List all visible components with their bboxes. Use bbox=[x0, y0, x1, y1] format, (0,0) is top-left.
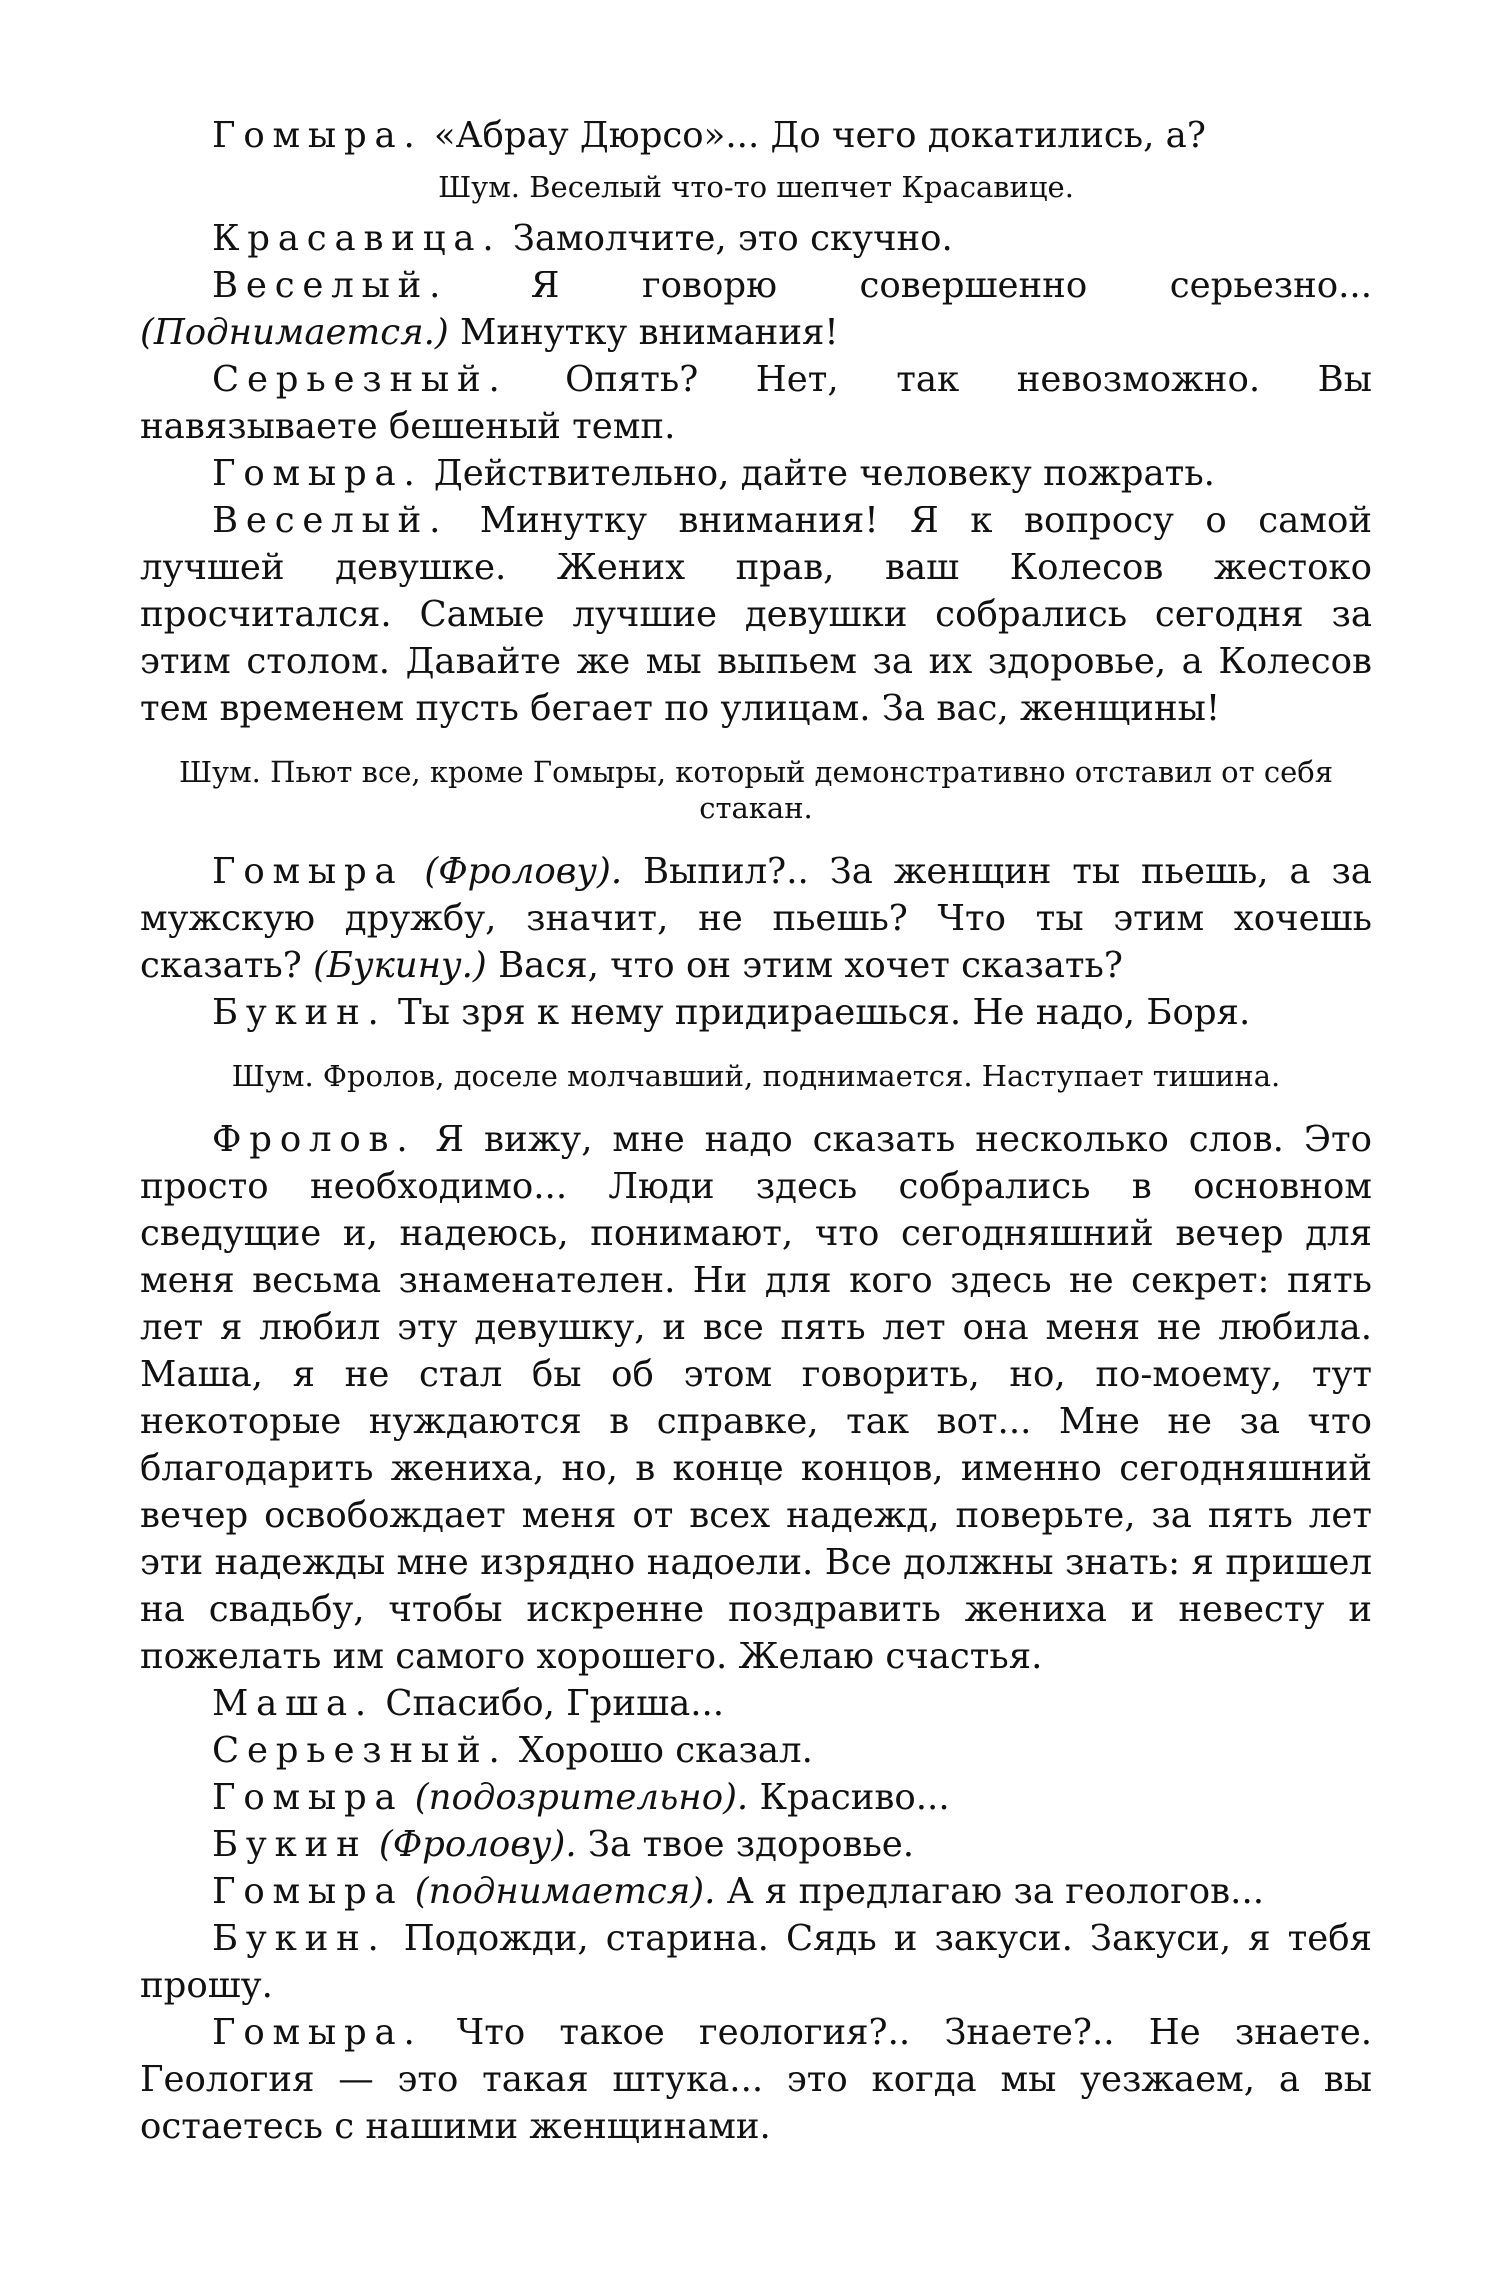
speaker-name: Веселый. bbox=[212, 500, 449, 541]
speaker-name: Маша. bbox=[212, 1683, 375, 1724]
speech-text: Красиво... bbox=[759, 1777, 950, 1818]
speaker-name: Гомыра bbox=[212, 1777, 404, 1818]
stage-direction-text: Шум. Веселый что-то шепчет Красавице. bbox=[438, 170, 1074, 204]
stage-remark: (Букину.) bbox=[313, 945, 487, 986]
dialogue-line bbox=[140, 450, 1372, 497]
speech-text: Выпил?.. За женщин ты пьешь, а за мужскую дружбу, значит, не пьешь? Что ты этим хочешь сказать? bbox=[140, 851, 1372, 986]
dialogue-line bbox=[140, 497, 1372, 732]
dialogue-line bbox=[140, 848, 1372, 989]
speech-text: Вася, что он этим хочет сказать? bbox=[498, 945, 1123, 986]
dialogue-line bbox=[140, 2009, 1372, 2150]
book-page bbox=[140, 112, 1372, 2150]
speaker-name: Гомыра. bbox=[212, 453, 423, 494]
speaker-name: Гомыра bbox=[212, 1871, 404, 1912]
stage-remark: (Фролову). bbox=[378, 1824, 577, 1865]
speaker-name: Красавица. bbox=[212, 218, 502, 259]
speech-text: Ты зря к нему придираешься. Не надо, Боря. bbox=[397, 992, 1251, 1033]
dialogue-line bbox=[140, 1915, 1372, 2009]
speaker-name: Гомыра bbox=[212, 851, 404, 892]
speaker-name: Серьезный. bbox=[212, 1730, 508, 1771]
speech-text: Минутку внимания! bbox=[460, 312, 839, 353]
speech-text: Что такое геология?.. Знаете?.. Не знаете. Геология — это такая штука... это когда мы уезжаем, а вы остаетесь с нашими женщинами. bbox=[140, 2012, 1372, 2147]
speech-text: Минутку внимания! Я к вопросу о самой лучшей девушке. Жених прав, ваш Колесов жестоко просчитался. Самые лучшие девушки собрались сегодня за этим столом. Давайте же мы выпьем за их здоровье, а Колесов тем временем пусть бегает по улицам. За вас, женщины! bbox=[140, 500, 1372, 729]
speech-text: Действительно, дайте человеку пожрать. bbox=[433, 453, 1215, 494]
speaker-name: Гомыра. bbox=[212, 2012, 423, 2053]
speaker-name: Букин. bbox=[212, 1918, 387, 1959]
speech-text: Замолчите, это скучно. bbox=[512, 218, 953, 259]
speech-text: За твое здоровье. bbox=[587, 1824, 915, 1865]
stage-remark: (Поднимается.) bbox=[140, 312, 449, 353]
stage-direction bbox=[140, 754, 1372, 826]
speaker-name: Серьезный. bbox=[212, 359, 508, 400]
stage-direction-text: Шум. Фролов, доселе молчавший, поднимается. Наступает тишина. bbox=[231, 1059, 1281, 1093]
dialogue-line bbox=[140, 1868, 1372, 1915]
speech-text: Хорошо сказал. bbox=[518, 1730, 813, 1771]
stage-remark: (Фролову). bbox=[424, 851, 623, 892]
speaker-name: Гомыра. bbox=[212, 115, 423, 156]
speech-text: Опять? Нет, так невозможно. Вы навязываете бешеный темп. bbox=[140, 359, 1372, 447]
stage-direction-text: Шум. Пьют все, кроме Гомыры, который демонстративно отставил от себя стакан. bbox=[178, 755, 1334, 825]
speech-text: «Абрау Дюрсо»... До чего докатились, а? bbox=[433, 115, 1206, 156]
speech-text: Я вижу, мне надо сказать несколько слов. Это просто необходимо... Люди здесь собрались в основном сведущие и, надеюсь, понимают, что сегодняшний вечер для меня весьма знаменателен. Ни для кого здесь не секрет: пять лет я любил эту девушку, и все пять лет она меня не любила. Маша, я не стал бы об этом говорить, но, по-моему, тут некоторые нуждаются в справке, так вот... Мне не за что благодарить жениха, но, в конце концов, именно сегодняшний вечер освобождает меня от всех надежд, поверьте, за пять лет эти надежды мне изрядно надоели. Все должны знать: я пришел на свадьбу, чтобы искренне поздравить жениха и невесту и пожелать им самого хорошего. Желаю счастья. bbox=[140, 1119, 1372, 1677]
dialogue-line bbox=[140, 1727, 1372, 1774]
speech-text: Я говорю совершенно серьезно... bbox=[530, 265, 1372, 306]
speech-text: А я предлагаю за геологов... bbox=[726, 1871, 1265, 1912]
speech-text: Спасибо, Гриша... bbox=[385, 1683, 725, 1724]
dialogue-line bbox=[140, 112, 1372, 159]
dialogue-line bbox=[140, 989, 1372, 1036]
dialogue-line bbox=[140, 215, 1372, 262]
dialogue-line bbox=[140, 262, 1372, 356]
dialogue-line bbox=[140, 1680, 1372, 1727]
stage-direction bbox=[140, 169, 1372, 205]
dialogue-line bbox=[140, 1774, 1372, 1821]
speaker-name: Букин bbox=[212, 1824, 368, 1865]
speaker-name: Фролов. bbox=[212, 1119, 416, 1160]
stage-direction bbox=[140, 1058, 1372, 1094]
dialogue-line bbox=[140, 1821, 1372, 1868]
dialogue-line bbox=[140, 356, 1372, 450]
dialogue-line bbox=[140, 1116, 1372, 1680]
speaker-name: Букин. bbox=[212, 992, 387, 1033]
stage-remark: (поднимается). bbox=[414, 1871, 716, 1912]
speaker-name: Веселый. bbox=[212, 265, 449, 306]
speech-text: Подожди, старина. Сядь и закуси. Закуси, я тебя прошу. bbox=[140, 1918, 1372, 2006]
stage-remark: (подозрительно). bbox=[414, 1777, 749, 1818]
